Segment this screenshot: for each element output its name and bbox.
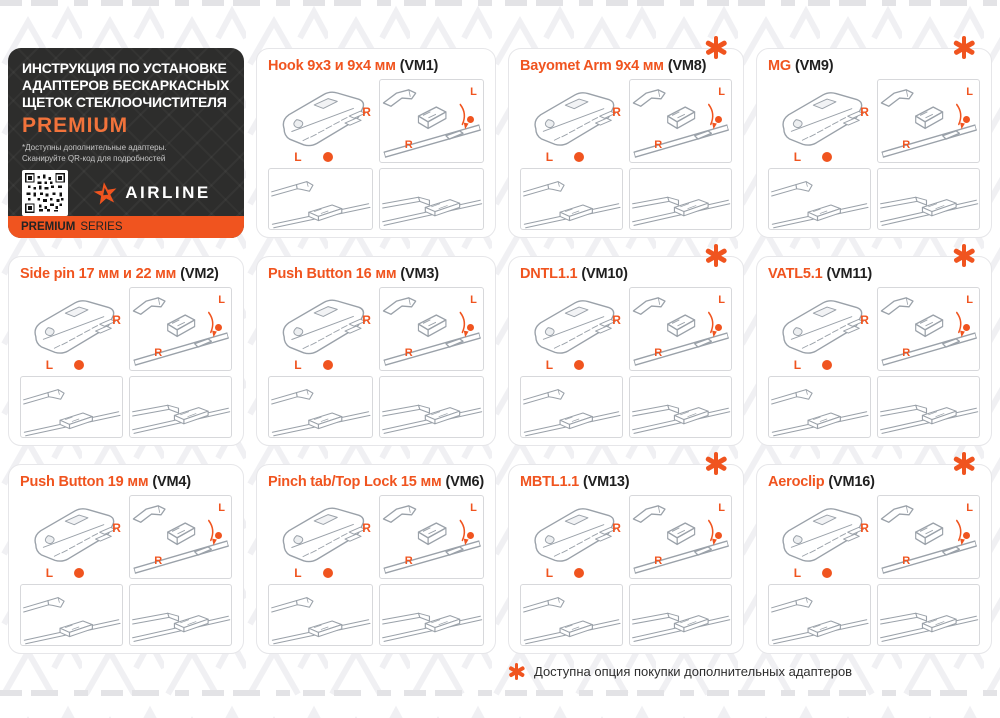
adapter-illustration (520, 287, 623, 371)
marker-right-label: R (404, 346, 413, 359)
series-bar (8, 216, 244, 238)
card-title: VATL5.1 (767, 266, 823, 282)
brand-name: AIRLINE (125, 183, 211, 203)
step-panel-attach (129, 287, 232, 371)
adapter-drawing (768, 287, 871, 371)
marker-left-label: L (718, 85, 725, 98)
marker-dot (215, 324, 222, 331)
hook-step-drawing (769, 377, 870, 437)
instruction-panels (768, 495, 980, 646)
marker-right-label: R (902, 138, 911, 151)
step-panel-attach (379, 287, 484, 371)
brand-logo (93, 181, 217, 206)
step-panel-final (129, 584, 232, 646)
card-code: (VM11) (826, 266, 872, 282)
instruction-panels (520, 287, 732, 438)
final-step-drawing (380, 169, 483, 229)
instruction-panels (20, 287, 232, 438)
step-panel-hook (268, 584, 373, 646)
extra-adapters-asterisk-icon (952, 243, 976, 267)
marker-dot (574, 360, 584, 370)
final-step-drawing (380, 377, 483, 437)
adapter-drawing (768, 79, 871, 163)
final-step-drawing (630, 169, 731, 229)
adapter-illustration (520, 495, 623, 579)
adapter-illustration (268, 287, 373, 371)
final-step-drawing (380, 585, 483, 645)
marker-right-label: R (612, 312, 621, 327)
marker-right-label: R (654, 138, 663, 151)
footnote-text: Доступна опция покупки дополнительных адаптеров (534, 664, 853, 679)
card-code: (VM16) (828, 474, 875, 490)
marker-right-label: R (154, 346, 163, 359)
marker-dot (963, 116, 970, 123)
card-code: (VM10) (581, 266, 628, 282)
step-panel-hook (268, 376, 373, 438)
marker-left-label: L (294, 566, 302, 580)
step-panel-final (877, 376, 980, 438)
card-title: Aeroclip (767, 474, 825, 490)
instruction-panels (768, 79, 980, 230)
extra-adapters-asterisk-icon (704, 451, 728, 475)
marker-right-label: R (654, 554, 663, 567)
marker-left-label: L (45, 358, 54, 372)
marker-left-label: L (45, 566, 54, 580)
marker-right-label: R (654, 346, 663, 359)
card-title: MG (767, 58, 791, 74)
intro-note-line: *Доступны дополнительные адаптеры. (22, 143, 167, 153)
card-title: MBTL1.1 (519, 474, 580, 490)
adapter-card (256, 464, 496, 654)
hook-step-drawing (521, 377, 622, 437)
intro-heading-line: ИНСТРУКЦИЯ ПО УСТАНОВКЕ (22, 60, 227, 76)
marker-dot (74, 568, 84, 578)
card-header (520, 474, 732, 490)
card-header (20, 266, 232, 282)
marker-dot (323, 568, 333, 578)
card-title: Pinch tab/Top Lock 15 мм (268, 474, 442, 490)
marker-dot (467, 116, 474, 123)
marker-dot (822, 152, 832, 162)
footnote (508, 663, 1000, 680)
card-header (768, 266, 980, 282)
adapter-drawing (268, 287, 373, 371)
marker-right-label: R (612, 520, 621, 535)
hook-step-drawing (269, 377, 372, 437)
card-code: (VM13) (583, 474, 630, 490)
adapter-illustration (768, 287, 871, 371)
card-code: (VM9) (794, 58, 834, 74)
hook-step-drawing (269, 169, 372, 229)
instruction-panels (20, 495, 232, 646)
marker-left-label: L (966, 501, 973, 514)
card-title: Hook 9x3 и 9x4 мм (268, 58, 396, 74)
qr-row (22, 170, 230, 216)
instruction-panels (520, 495, 732, 646)
instruction-panels (268, 495, 484, 646)
marker-left-label: L (718, 501, 725, 514)
bottom-edge-pattern (0, 690, 1000, 696)
marker-dot (467, 324, 474, 331)
step-panel-hook (768, 584, 871, 646)
intro-heading (22, 60, 230, 110)
marker-dot (215, 532, 222, 539)
marker-right-label: R (112, 520, 121, 535)
intro-note (22, 143, 230, 164)
marker-right-label: R (612, 104, 621, 119)
adapter-illustration (268, 495, 373, 579)
marker-left-label: L (294, 150, 302, 164)
card-code: (VM8) (667, 58, 707, 74)
extra-adapters-asterisk-icon (952, 35, 976, 59)
step-panel-final (129, 376, 232, 438)
step-panel-hook (20, 376, 123, 438)
marker-dot (323, 360, 333, 370)
marker-left-label: L (470, 501, 477, 514)
hook-step-drawing (21, 585, 122, 645)
hook-step-drawing (769, 169, 870, 229)
marker-right-label: R (860, 520, 869, 535)
adapter-drawing (768, 495, 871, 579)
final-step-drawing (130, 377, 231, 437)
marker-right-label: R (860, 312, 869, 327)
marker-right-label: R (902, 346, 911, 359)
marker-right-label: R (860, 104, 869, 119)
step-panel-attach (379, 495, 484, 579)
card-header (268, 266, 484, 282)
marker-left-label: L (545, 150, 554, 164)
marker-dot (822, 360, 832, 370)
final-step-drawing (130, 585, 231, 645)
intro-heading-line: АДАПТЕРОВ БЕСКАРКАСНЫХ (22, 76, 230, 93)
adapter-card (8, 256, 244, 446)
adapter-drawing (268, 79, 373, 163)
adapter-illustration (768, 79, 871, 163)
final-step-drawing (878, 377, 979, 437)
marker-dot (574, 152, 584, 162)
adapter-illustration (268, 79, 373, 163)
card-code: (VM2) (180, 266, 219, 282)
step-panel-final (877, 584, 980, 646)
step-panel-final (629, 584, 732, 646)
intro-card (8, 48, 244, 238)
final-step-drawing (630, 585, 731, 645)
adapter-illustration (768, 495, 871, 579)
extra-adapters-asterisk-icon (704, 243, 728, 267)
marker-dot (715, 116, 722, 123)
card-title: DNTL1.1 (519, 266, 578, 282)
marker-left-label: L (545, 358, 554, 372)
series-rest: SERIES (80, 221, 123, 234)
step-panel-attach (877, 495, 980, 579)
marker-left-label: L (793, 566, 802, 580)
card-header (268, 474, 484, 490)
step-panel-final (629, 376, 732, 438)
adapter-card (756, 256, 992, 446)
hook-step-drawing (521, 169, 622, 229)
qr-code (22, 170, 68, 216)
extra-adapters-asterisk-icon (704, 35, 728, 59)
step-panel-attach (129, 495, 232, 579)
step-panel-final (379, 376, 484, 438)
card-code: (VM4) (152, 474, 191, 490)
marker-dot (574, 568, 584, 578)
airline-star-icon (93, 181, 118, 206)
step-panel-attach (379, 79, 484, 163)
step-panel-final (379, 168, 484, 230)
card-title: Push Button 19 мм (20, 474, 149, 490)
marker-dot (323, 152, 333, 162)
marker-dot (822, 568, 832, 578)
footnote-asterisk-icon (508, 663, 525, 680)
step-panel-hook (520, 584, 623, 646)
adapter-card (8, 464, 244, 654)
marker-left-label: L (966, 293, 973, 306)
adapter-card (508, 48, 744, 238)
hook-step-drawing (21, 377, 122, 437)
instruction-panels (768, 287, 980, 438)
step-panel-hook (520, 376, 623, 438)
marker-left-label: L (793, 150, 802, 164)
extra-adapters-asterisk-icon (952, 451, 976, 475)
step-panel-attach (629, 495, 732, 579)
marker-left-label: L (470, 85, 477, 98)
card-header (768, 474, 980, 490)
adapter-drawing (520, 287, 623, 371)
step-panel-hook (268, 168, 373, 230)
marker-right-label: R (404, 138, 413, 151)
marker-dot (963, 324, 970, 331)
marker-dot (963, 532, 970, 539)
card-header (20, 474, 232, 490)
adapter-drawing (20, 287, 123, 371)
marker-left-label: L (470, 293, 477, 306)
step-panel-attach (877, 287, 980, 371)
final-step-drawing (878, 169, 979, 229)
adapter-card (508, 256, 744, 446)
adapter-card (756, 464, 992, 654)
intro-heading-line: ЩЕТОК СТЕКЛООЧИСТИТЕЛЯ (22, 93, 227, 110)
adapter-card (508, 464, 744, 654)
card-header (520, 266, 732, 282)
card-title: Side pin 17 мм и 22 мм (20, 266, 177, 282)
step-panel-attach (629, 79, 732, 163)
marker-right-label: R (362, 312, 371, 327)
instruction-panels (268, 287, 484, 438)
marker-right-label: R (112, 312, 121, 327)
final-step-drawing (630, 377, 731, 437)
step-panel-hook (520, 168, 623, 230)
adapter-illustration (520, 79, 623, 163)
marker-dot (74, 360, 84, 370)
adapter-card (756, 48, 992, 238)
step-panel-hook (768, 376, 871, 438)
hook-step-drawing (521, 585, 622, 645)
marker-right-label: R (404, 554, 413, 567)
marker-right-label: R (362, 104, 371, 119)
adapter-card (256, 256, 496, 446)
marker-dot (715, 324, 722, 331)
marker-right-label: R (154, 554, 163, 567)
marker-left-label: L (793, 358, 802, 372)
adapter-drawing (520, 79, 623, 163)
adapter-drawing (268, 495, 373, 579)
marker-dot (715, 532, 722, 539)
marker-left-label: L (545, 566, 554, 580)
hook-step-drawing (269, 585, 372, 645)
intro-note-line: Сканируйте QR-код для подробностей (22, 153, 166, 163)
step-panel-final (877, 168, 980, 230)
hook-step-drawing (769, 585, 870, 645)
adapter-drawing (520, 495, 623, 579)
card-code: (VM6) (445, 474, 484, 490)
instruction-panels (520, 79, 732, 230)
marker-left-label: L (718, 293, 725, 306)
card-code: (VM3) (400, 266, 439, 282)
marker-left-label: L (294, 358, 302, 372)
step-panel-hook (20, 584, 123, 646)
qr-code-image (25, 173, 65, 213)
step-panel-final (629, 168, 732, 230)
marker-dot (467, 532, 474, 539)
marker-left-label: L (218, 501, 225, 514)
adapter-card (256, 48, 496, 238)
card-header (520, 58, 732, 74)
marker-left-label: L (966, 85, 973, 98)
step-panel-attach (629, 287, 732, 371)
card-title: Bayomet Arm 9x4 мм (519, 58, 664, 74)
card-header (768, 58, 980, 74)
card-title: Push Button 16 мм (268, 266, 397, 282)
step-panel-attach (877, 79, 980, 163)
step-panel-hook (768, 168, 871, 230)
marker-right-label: R (362, 520, 371, 535)
marker-right-label: R (902, 554, 911, 567)
step-panel-final (379, 584, 484, 646)
adapter-illustration (20, 287, 123, 371)
adapter-illustration (20, 495, 123, 579)
card-header (268, 58, 484, 74)
adapter-drawing (20, 495, 123, 579)
final-step-drawing (878, 585, 979, 645)
series-bold: PREMIUM (21, 221, 76, 234)
marker-left-label: L (218, 293, 225, 306)
premium-label: PREMIUM (22, 114, 129, 138)
card-code: (VM1) (399, 58, 439, 74)
instruction-panels (268, 79, 484, 230)
